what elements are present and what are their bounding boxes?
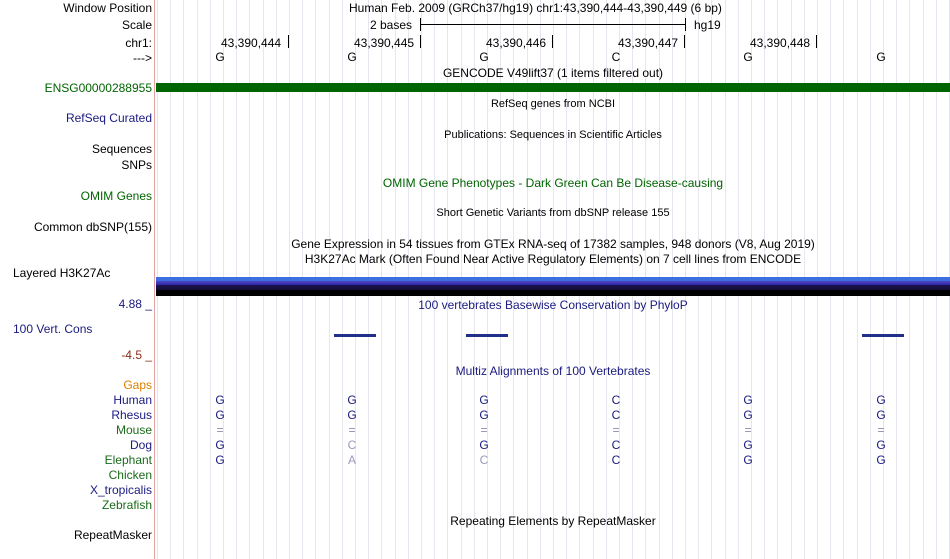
- species-label-dog[interactable]: Dog: [129, 438, 152, 452]
- alignment-base: G: [743, 453, 753, 467]
- position-tick: [288, 35, 289, 48]
- window-position-label: Window Position: [63, 1, 152, 15]
- species-label-chicken[interactable]: Chicken: [108, 468, 152, 482]
- multiz-track-title: Multiz Alignments of 100 Vertebrates: [455, 364, 651, 378]
- h3k27ac-track-label[interactable]: Layered H3K27Ac: [13, 266, 111, 280]
- alignment-base: C: [611, 453, 621, 467]
- position-label[interactable]: 43,390,445: [354, 36, 415, 50]
- alignment-base: G: [215, 438, 225, 452]
- h3k27ac-signal[interactable]: [156, 277, 950, 296]
- alignment-base: =: [216, 423, 224, 437]
- scale-bar: [420, 24, 685, 25]
- dbsnp-track-title: Short Genetic Variants from dbSNP release 155: [436, 207, 670, 219]
- alignment-base: =: [612, 423, 620, 437]
- position-label[interactable]: 43,390,447: [618, 36, 679, 50]
- alignment-base: G: [347, 408, 357, 422]
- alignment-base: G: [876, 408, 886, 422]
- base-letter: G: [215, 50, 225, 64]
- base-letter: G: [347, 50, 357, 64]
- sequences-track-label[interactable]: Sequences: [91, 142, 152, 156]
- omim-track-title: OMIM Gene Phenotypes - Dark Green Can Be Disease-causing: [382, 176, 724, 190]
- species-label-x_tropicalis[interactable]: X_tropicalis: [89, 483, 152, 497]
- alignment-base: G: [876, 393, 886, 407]
- snps-track-label[interactable]: SNPs: [121, 158, 152, 172]
- species-label-human[interactable]: Human: [113, 393, 152, 407]
- gencode-track-title: GENCODE V49lift37 (1 items filtered out): [442, 66, 664, 80]
- omim-track-label[interactable]: OMIM Genes: [80, 189, 152, 203]
- alignment-base: G: [743, 408, 753, 422]
- strand-label: --->: [133, 51, 152, 65]
- repeatmasker-track-title: Repeating Elements by RepeatMasker: [450, 514, 656, 528]
- alignment-base: G: [215, 453, 225, 467]
- conservation-track-title: 100 vertebrates Basewise Conservation by PhyloP: [418, 298, 688, 312]
- conservation-min-label: -4.5 _: [121, 348, 152, 362]
- scale-bar-left-cap: [420, 18, 421, 31]
- species-label-mouse[interactable]: Mouse: [115, 423, 152, 437]
- refseq-track-label[interactable]: RefSeq Curated: [65, 111, 152, 125]
- scale-value: 2 bases: [370, 18, 413, 32]
- alignment-base: G: [479, 393, 489, 407]
- dbsnp-track-label[interactable]: Common dbSNP(155): [33, 220, 152, 234]
- base-letter: G: [743, 50, 753, 64]
- alignment-base: =: [877, 423, 885, 437]
- alignment-base: C: [479, 453, 489, 467]
- alignment-base: G: [215, 408, 225, 422]
- alignment-base: C: [611, 438, 621, 452]
- gencode-gene-feature[interactable]: [156, 83, 950, 92]
- conservation-signal: [334, 334, 376, 337]
- scale-assembly: hg19: [694, 18, 721, 32]
- h3k27ac-track-title: H3K27Ac Mark (Often Found Near Active Regulatory Elements) on 7 cell lines from ENCODE: [304, 252, 802, 266]
- conservation-max-label: 4.88 _: [118, 297, 152, 311]
- species-label-zebrafish[interactable]: Zebrafish: [101, 498, 152, 512]
- alignment-base: =: [480, 423, 488, 437]
- alignment-base: C: [347, 438, 357, 452]
- position-tick: [420, 35, 421, 48]
- conservation-signal: [862, 334, 904, 337]
- alignment-base: G: [347, 393, 357, 407]
- base-letter: G: [876, 50, 886, 64]
- position-tick: [684, 35, 685, 48]
- label-separator: [154, 0, 155, 559]
- repeatmasker-track-label[interactable]: RepeatMasker: [73, 528, 152, 542]
- conservation-signal: [466, 334, 508, 337]
- chrom-label: chr1:: [125, 36, 152, 50]
- window-position-value: Human Feb. 2009 (GRCh37/hg19) chr1:43,390,444-43,390,449 (6 bp): [349, 1, 722, 15]
- conservation-track-label[interactable]: 100 Vert. Cons: [13, 322, 93, 336]
- alignment-base: C: [611, 393, 621, 407]
- base-letter: G: [479, 50, 489, 64]
- gtex-track-title: Gene Expression in 54 tissues from GTEx RNA-seq of 17382 samples, 948 donors (V8, Aug 2019): [291, 237, 815, 251]
- alignment-base: G: [743, 393, 753, 407]
- gencode-gene-label[interactable]: ENSG00000288955: [44, 81, 152, 95]
- position-label[interactable]: 43,390,446: [486, 36, 547, 50]
- alignment-base: G: [479, 408, 489, 422]
- alignment-base: =: [744, 423, 752, 437]
- species-label-elephant[interactable]: Elephant: [104, 453, 152, 467]
- refseq-track-title: RefSeq genes from NCBI: [490, 98, 616, 110]
- position-label[interactable]: 43,390,444: [221, 36, 282, 50]
- scale-bar-right-cap: [685, 18, 686, 31]
- alignment-base: G: [876, 438, 886, 452]
- position-tick: [816, 35, 817, 48]
- alignment-base: G: [876, 453, 886, 467]
- alignment-base: G: [215, 393, 225, 407]
- position-tick: [552, 35, 553, 48]
- alignment-base: =: [348, 423, 356, 437]
- position-label[interactable]: 43,390,448: [750, 36, 811, 50]
- scale-label: Scale: [121, 18, 152, 32]
- publications-track-title: Publications: Sequences in Scientific Articles: [444, 129, 662, 141]
- base-letter: C: [611, 50, 621, 64]
- alignment-base: C: [611, 408, 621, 422]
- alignment-base: G: [479, 438, 489, 452]
- alignment-base: A: [347, 453, 356, 467]
- species-label-rhesus[interactable]: Rhesus: [111, 408, 152, 422]
- alignment-base: G: [743, 438, 753, 452]
- gaps-label: Gaps: [123, 378, 152, 392]
